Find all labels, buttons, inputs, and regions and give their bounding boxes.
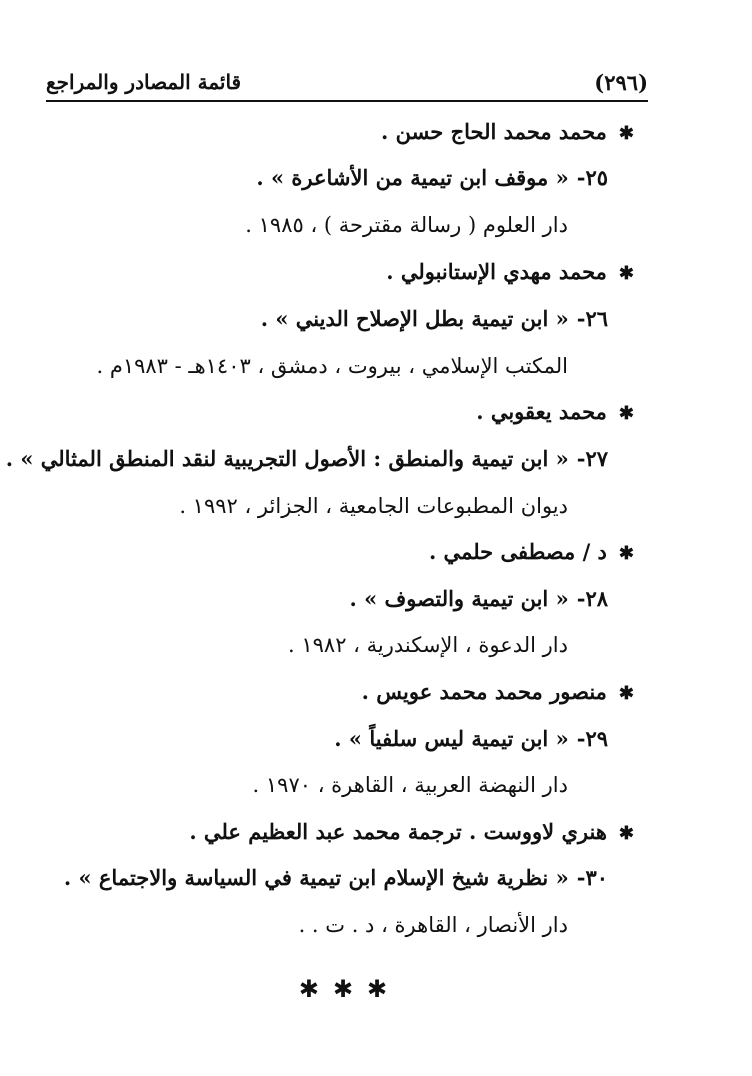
publisher-line: ديوان المطبوعات الجامعية ، الجزائر ، ١٩٩٢ . <box>179 494 568 518</box>
author-name: محمد يعقوبي . <box>476 399 607 424</box>
publisher-line: المكتب الإسلامي ، بيروت ، دمشق ، ١٤٠٣هـ - ١٩٨٣م . <box>96 354 568 378</box>
author-line <box>362 678 634 708</box>
asterisk-icon: ✱ <box>618 123 634 144</box>
entry-line <box>64 864 608 892</box>
entry-title: « موقف ابن تيمية من الأشاعرة » . <box>256 165 569 190</box>
publisher-line: دار الدعوة ، الإسكندرية ، ١٩٨٢ . <box>288 633 568 657</box>
author-line <box>429 538 634 568</box>
entry-number: ٢٧- <box>576 446 608 471</box>
author-line <box>476 398 634 428</box>
entry-number: ٢٦- <box>576 306 608 331</box>
entry-title: « ابن تيمية بطل الإصلاح الديني » . <box>260 306 569 331</box>
author-name: د / مصطفى حلمي . <box>428 539 607 564</box>
entry-title: « ابن تيمية والمنطق : الأصول التجريبية لنقد المنطق المثالي » . <box>5 446 569 471</box>
entry-number: ٢٨- <box>576 586 608 611</box>
page-header <box>46 70 648 102</box>
section-end-ornament: ✱✱✱ <box>298 975 402 1003</box>
publisher-line: دار العلوم ( رسالة مقترحة ) ، ١٩٨٥ . <box>245 213 568 237</box>
asterisk-icon: ✱ <box>618 683 634 704</box>
running-title: قائمة المصادر والمراجع <box>46 70 242 94</box>
publisher-line: دار الأنصار ، القاهرة ، د . ت . . <box>298 913 568 937</box>
author-name: محمد محمد الحاج حسن . <box>380 119 607 144</box>
author-name: هنري لاووست . ترجمة محمد عبد العظيم علي . <box>189 819 607 844</box>
entry-title: « نظرية شيخ الإسلام ابن تيمية في السياسة والاجتماع » . <box>63 865 569 890</box>
author-name: محمد مهدي الإستانبولي . <box>386 259 607 284</box>
entry-title: « ابن تيمية ليس سلفياً » . <box>334 726 569 751</box>
author-line <box>189 818 634 848</box>
entry-number: ٢٥- <box>576 165 608 190</box>
entry-line <box>256 164 608 192</box>
entry-line <box>334 725 608 753</box>
asterisk-icon: ✱ <box>618 543 634 564</box>
author-name: منصور محمد محمد عويس . <box>361 679 607 704</box>
entry-line <box>6 445 608 473</box>
entry-number: ٣٠- <box>576 865 608 890</box>
entry-title: « ابن تيمية والتصوف » . <box>349 586 569 611</box>
page-number: (٢٩٦) <box>594 70 648 95</box>
entry-line <box>349 585 608 613</box>
asterisk-icon: ✱ <box>618 403 634 424</box>
entry-line <box>261 305 608 333</box>
author-line <box>381 118 634 148</box>
asterisk-icon: ✱ <box>618 823 634 844</box>
entry-number: ٢٩- <box>576 726 608 751</box>
publisher-line: دار النهضة العربية ، القاهرة ، ١٩٧٠ . <box>252 773 568 797</box>
author-line <box>386 258 634 288</box>
asterisk-icon: ✱ <box>618 263 634 284</box>
